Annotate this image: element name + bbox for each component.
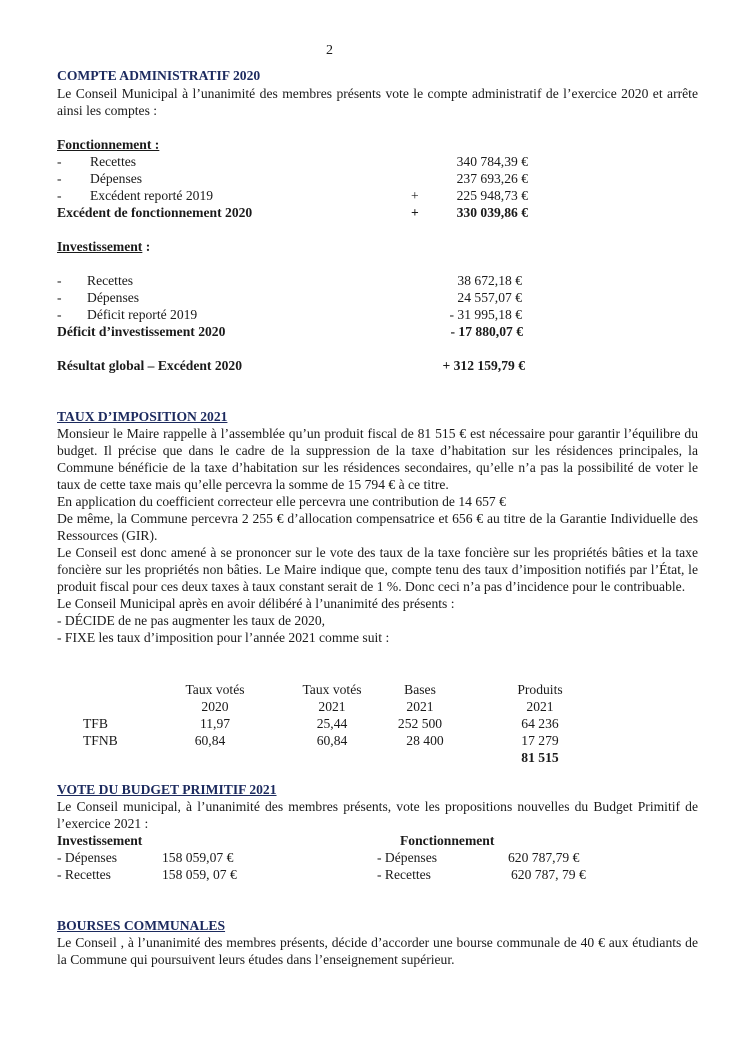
budget-row-label: - Dépenses [377,850,438,865]
row-label: Excédent reporté 2019 [90,188,214,203]
row-amount: 38 672,18 € [457,273,522,288]
row-amount: 225 948,73 € [456,188,528,203]
paragraph: De même, la Commune percevra 2 255 € d’allocation compensatrice et 656 € au titre de la Garantie Individuelle des Ressources (GIR). [57,511,698,543]
col-header: 2020 [201,699,229,714]
table-total: 81 515 [521,750,559,765]
paragraph: - FIXE les taux d’imposition pour l’année 2021 comme suit : [57,630,390,645]
section-title-taux-imposition: TAUX D’IMPOSITION 2021 [57,409,228,424]
cell: 28 400 [406,733,444,748]
section-title-budget-primitif: VOTE DU BUDGET PRIMITIF 2021 [57,782,277,797]
row-dash: - [57,188,62,203]
fonctionnement-heading: Fonctionnement : [57,137,160,152]
section-title-compte-administratif: COMPTE ADMINISTRATIF 2020 [57,68,261,83]
total-amount: - 17 880,07 € [450,324,523,339]
budget-row-amount: 158 059, 07 € [162,867,237,882]
budget-row-label: - Recettes [377,867,431,882]
row-label: Recettes [90,154,137,169]
col-header: 2021 [318,699,346,714]
row-label: Recettes [87,273,134,288]
total-amount: 330 039,86 € [456,205,528,220]
total-label: Déficit d’investissement 2020 [57,324,226,339]
row-dash: - [57,171,62,186]
resultat-label: Résultat global – Excédent 2020 [57,358,243,373]
total-label: Excédent de fonctionnement 2020 [57,205,253,220]
paragraph: - DÉCIDE de ne pas augmenter les taux de 2020, [57,613,326,628]
cell: 17 279 [521,733,559,748]
row-amount: 237 693,26 € [456,171,528,186]
col-header: Produits [517,682,563,697]
row-label: TFB [83,716,108,731]
row-dash: - [57,307,62,322]
budget-row-amount: 620 787,79 € [508,850,580,865]
cell: 25,44 [316,716,348,731]
row-sign: + [411,188,419,203]
cell: 11,97 [199,716,231,731]
budget-row-label: - Dépenses [57,850,118,865]
cell: 64 236 [521,716,559,731]
row-label: Déficit reporté 2019 [87,307,198,322]
budget-row-amount: 620 787, 79 € [511,867,586,882]
paragraph: En application du coefficient correcteur elle percevra une contribution de 14 657 € [57,494,506,509]
row-label: Dépenses [87,290,140,305]
cell: 60,84 [316,733,348,748]
col-header: 2021 [526,699,554,714]
resultat-amount: + 312 159,79 € [442,358,525,373]
col-header: 2021 [406,699,434,714]
budget-primitif-intro: Le Conseil municipal, à l’unanimité des membres présents, vote les propositions nouvelles du Budget Primitif de l’exercice 2021 : [57,799,698,831]
cell: 60,84 [194,733,226,748]
investissement-heading: Investissement : [57,239,151,254]
budget-fonctionnement-heading: Fonctionnement [400,833,495,848]
paragraph: Monsieur le Maire rappelle à l’assemblée qu’un produit fiscal de 81 515 € est nécessaire pour garantir l’équilibre du budget. Il précise que dans le cadre de la suppression de la taxe d’habitation sur les résidences principales, la Commune bénéficie de la taxe d’habitation sur les résidences secondaires, qu’elle n’a pas la possibilité de voter le taux de cette taxe mais qu’elle percevra la somme de 15 794 € à ce titre. [57,426,698,492]
budget-row-label: - Recettes [57,867,111,882]
row-amount: - 31 995,18 € [449,307,522,322]
section-title-bourses: BOURSES COMMUNALES [57,918,226,933]
row-dash: - [57,290,62,305]
budget-row-amount: 158 059,07 € [162,850,234,865]
row-amount: 24 557,07 € [457,290,522,305]
page-number: 2 [326,43,333,58]
cell: 252 500 [397,716,443,731]
bourses-text: Le Conseil , à l’unanimité des membres présents, décide d’accorder une bourse communale de 40 € aux étudiants de la Commune qui poursuivent leurs études dans l’enseignement supérieur. [57,935,698,967]
col-header: Bases [404,682,436,697]
compte-administratif-intro: Le Conseil Municipal à l’unanimité des membres présents vote le compte administratif de l’exercice 2020 et arrête ainsi les comptes : [57,86,698,118]
taux-imposition-text [57,425,698,646]
row-label: TFNB [83,733,118,748]
paragraph: Le Conseil Municipal après en avoir délibéré à l’unanimité des présents : [57,596,455,611]
budget-investissement-heading: Investissement [57,833,143,848]
col-header: Taux votés [185,682,245,697]
row-label: Dépenses [90,171,143,186]
col-header: Taux votés [302,682,362,697]
row-dash: - [57,273,62,288]
paragraph: Le Conseil est donc amené à se prononcer sur le vote des taux de la taxe foncière sur les propriétés bâties et la taxe foncière sur les propriétés non bâties. Le Maire indique que, compte tenu des taux d’imposition notifiés par l’État, le produit fiscal pour ces deux taxes à taux constant serait de 1 %. Donc ceci n’a pas d’incidence pour le contribuable. [57,545,698,594]
row-amount: 340 784,39 € [456,154,528,169]
total-sign: + [411,205,419,220]
row-dash: - [57,154,62,169]
